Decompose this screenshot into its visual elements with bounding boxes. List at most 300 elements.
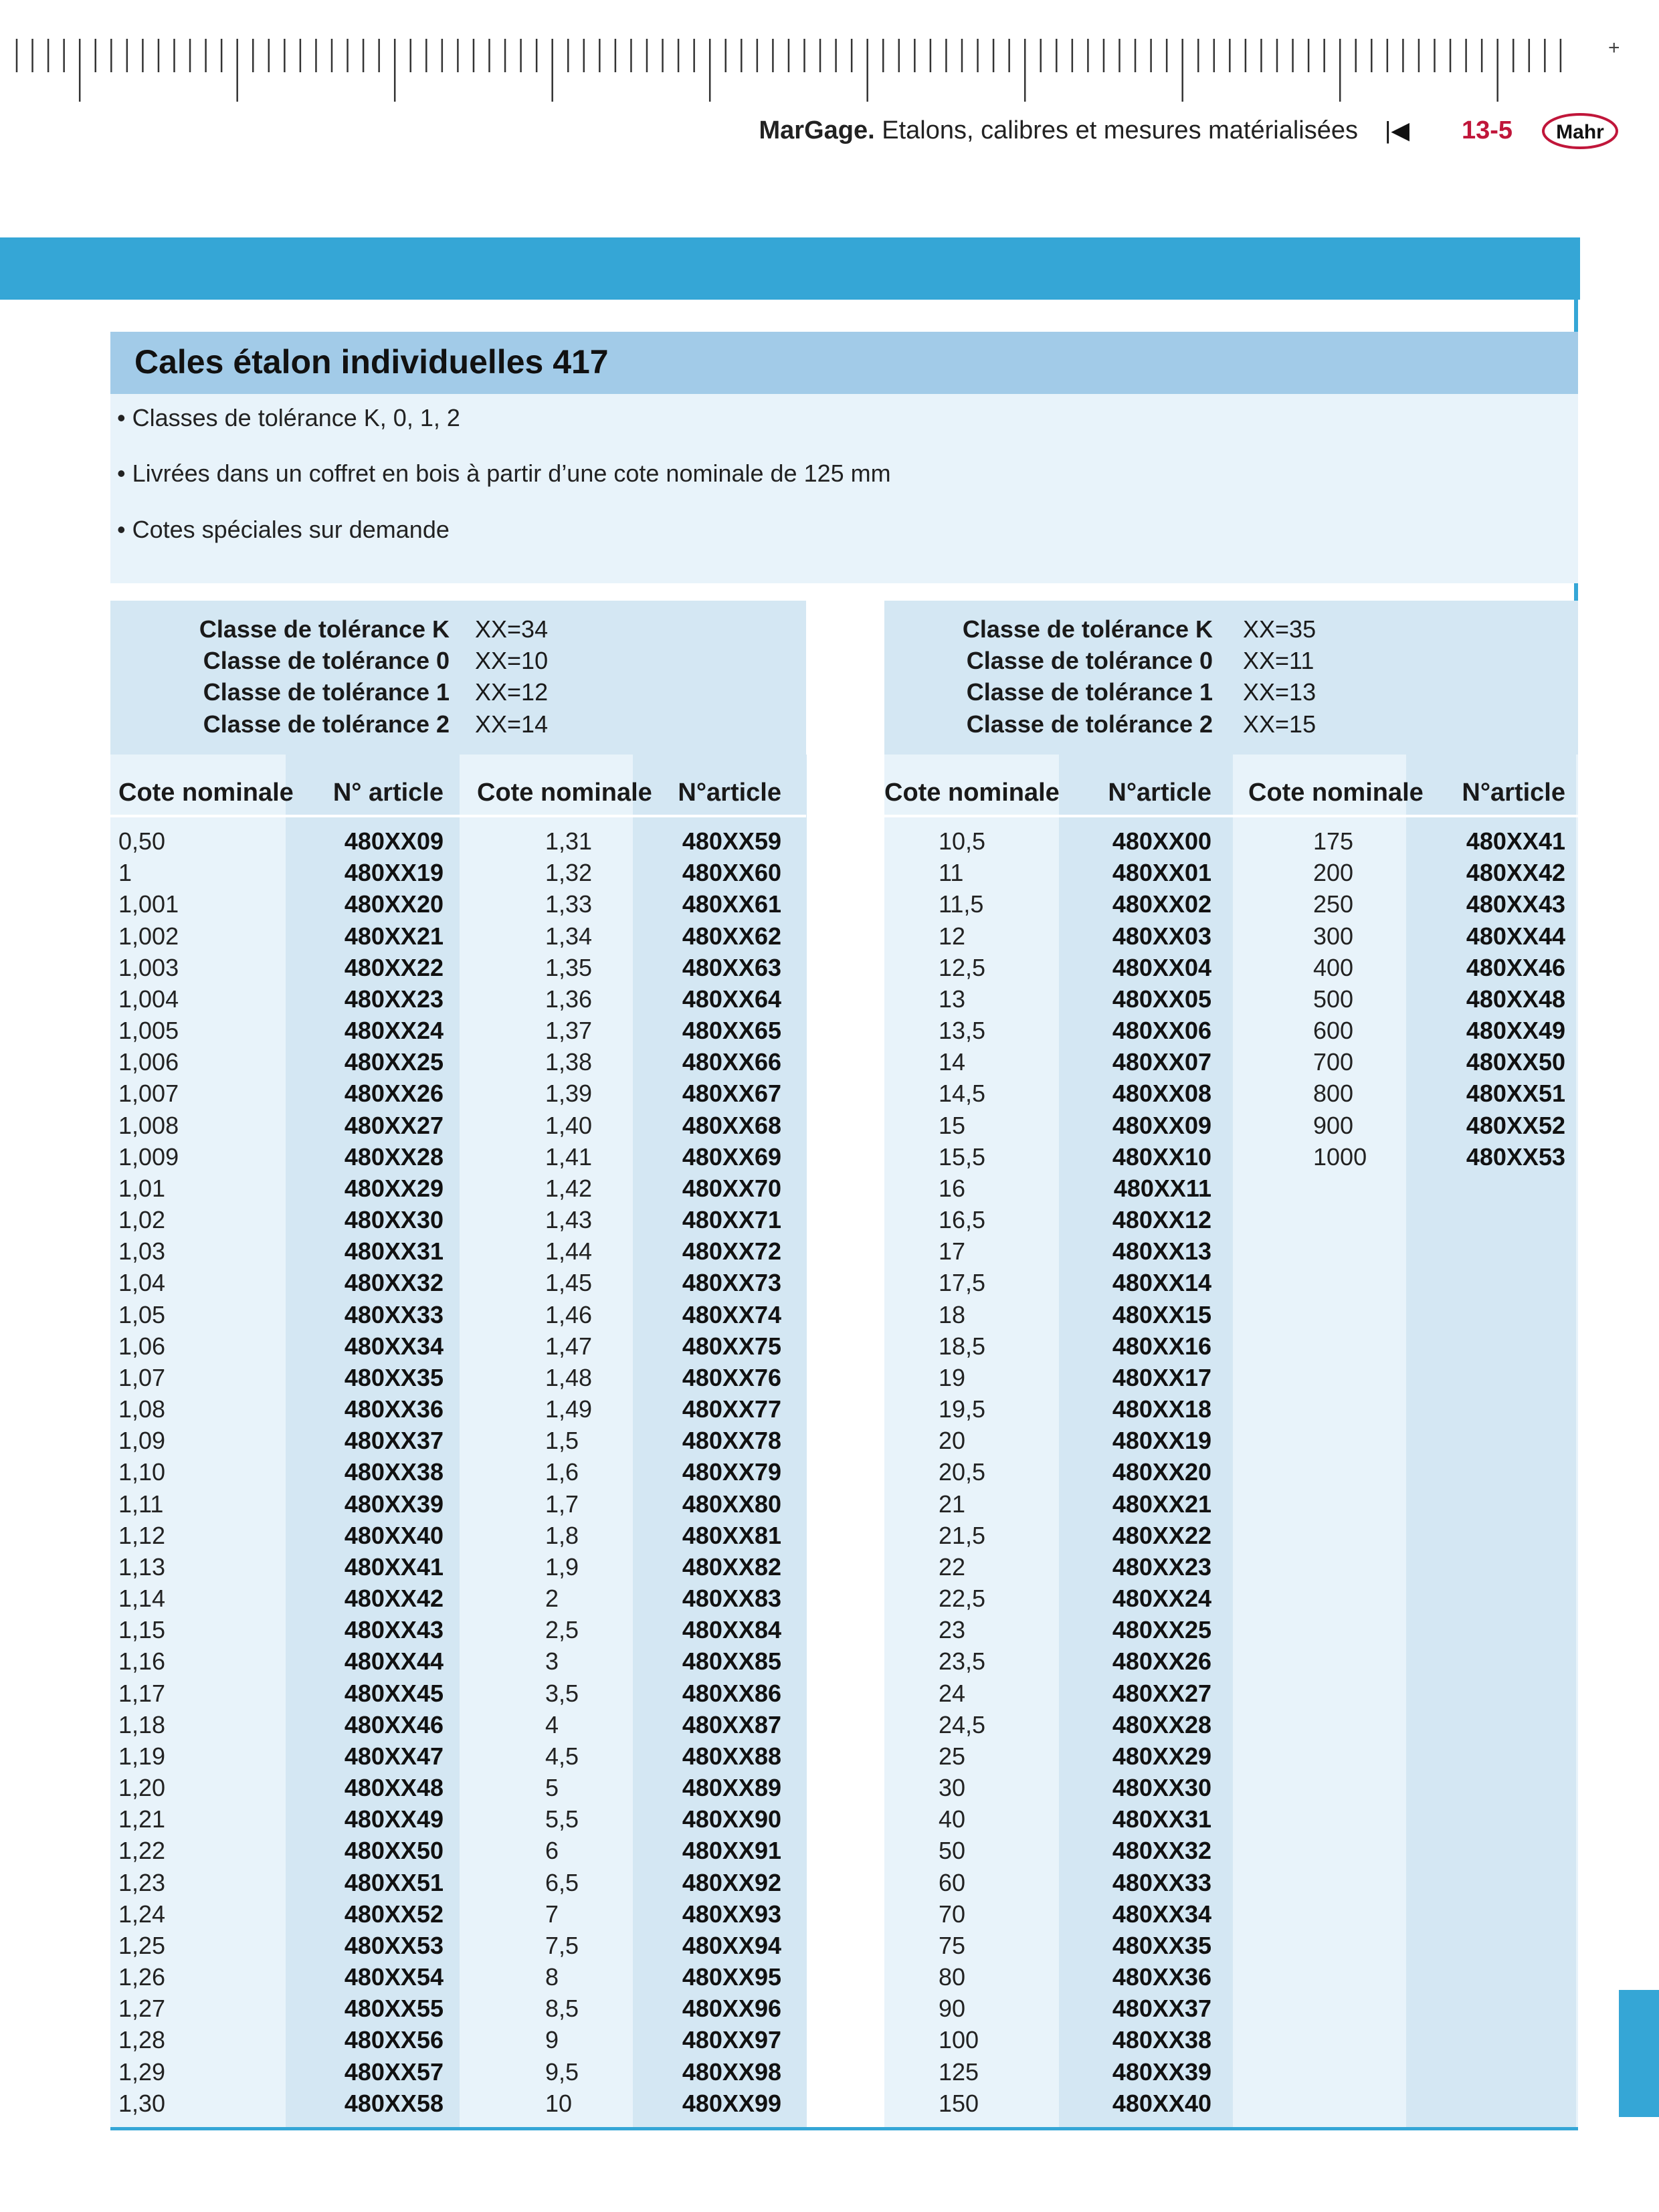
article-cell: 480XX64 <box>682 985 781 1013</box>
logo-text: Mahr <box>1556 121 1604 143</box>
article-cell: 480XX22 <box>344 953 444 981</box>
nominal-cell: 9,5 <box>545 2057 579 2086</box>
nominal-cell: 900 <box>1313 1111 1354 1139</box>
nominal-cell: 1,40 <box>545 1111 593 1139</box>
nominal-cell: 18,5 <box>939 1332 986 1360</box>
article-cell: 480XX29 <box>344 1174 444 1202</box>
nominal-cell: 19,5 <box>939 1395 986 1423</box>
article-cell: 480XX38 <box>1112 2026 1211 2054</box>
article-cell: 480XX96 <box>682 1995 781 2023</box>
nominal-cell: 11,5 <box>939 890 984 918</box>
header-divider <box>110 815 806 817</box>
article-cell: 480XX27 <box>1112 1679 1211 1707</box>
article-cell: 480XX37 <box>344 1427 444 1455</box>
nominal-cell: 1,27 <box>118 1995 166 2023</box>
article-cell: 480XX68 <box>682 1111 781 1139</box>
nominal-cell: 15 <box>939 1111 966 1139</box>
article-cell: 480XX36 <box>344 1395 444 1423</box>
article-cell: 480XX09 <box>1112 1111 1211 1139</box>
nominal-cell: 1,001 <box>118 890 179 918</box>
tolerance-value: XX=14 <box>475 710 549 738</box>
article-cell: 480XX19 <box>1112 1427 1211 1455</box>
nominal-cell: 10 <box>545 2089 573 2117</box>
nominal-cell: 1,05 <box>118 1300 166 1328</box>
nominal-cell: 1,007 <box>118 1080 179 1108</box>
article-cell: 480XX28 <box>1112 1710 1211 1738</box>
article-cell: 480XX28 <box>344 1142 444 1171</box>
article-cell: 480XX53 <box>344 1931 444 1959</box>
column-header-nominal: Cote nominale <box>884 779 1060 807</box>
nominal-cell: 1,35 <box>545 953 593 981</box>
nominal-cell: 1,43 <box>545 1206 593 1234</box>
article-cell: 480XX75 <box>682 1332 781 1360</box>
article-cell: 480XX51 <box>344 1868 444 1896</box>
tolerance-label: Classe de tolérance 1 <box>966 678 1213 706</box>
article-cell: 480XX32 <box>1112 1837 1211 1865</box>
nominal-cell: 24 <box>939 1679 966 1707</box>
nominal-cell: 8 <box>545 1963 559 1991</box>
running-header <box>759 114 1358 147</box>
article-cell: 480XX73 <box>682 1269 781 1297</box>
article-cell: 480XX32 <box>344 1269 444 1297</box>
article-cell: 480XX30 <box>1112 1774 1211 1802</box>
article-cell: 480XX71 <box>682 1206 781 1234</box>
article-cell: 480XX59 <box>682 827 781 855</box>
tolerance-label: Classe de tolérance 2 <box>966 710 1213 738</box>
nominal-cell: 13,5 <box>939 1017 986 1045</box>
article-cell: 480XX99 <box>682 2089 781 2117</box>
nominal-cell: 1,32 <box>545 859 593 887</box>
nominal-cell: 13 <box>939 985 966 1013</box>
nominal-cell: 1,11 <box>118 1490 164 1518</box>
article-cell: 480XX49 <box>1466 1017 1565 1045</box>
nominal-cell: 1,7 <box>545 1490 579 1518</box>
ruler-scale <box>0 0 1659 107</box>
nominal-cell: 600 <box>1313 1017 1354 1045</box>
article-cell: 480XX76 <box>682 1363 781 1391</box>
nominal-cell: 6,5 <box>545 1868 579 1896</box>
nominal-cell: 1,18 <box>118 1710 166 1738</box>
article-cell: 480XX05 <box>1112 985 1211 1013</box>
article-cell: 480XX35 <box>344 1363 444 1391</box>
nominal-cell: 14,5 <box>939 1080 986 1108</box>
nominal-cell: 1,33 <box>545 890 593 918</box>
nominal-cell: 20,5 <box>939 1458 986 1486</box>
article-cell: 480XX31 <box>1112 1805 1211 1833</box>
nominal-cell: 1,34 <box>545 922 593 950</box>
article-cell: 480XX33 <box>1112 1868 1211 1896</box>
nominal-cell: 22,5 <box>939 1585 986 1613</box>
article-cell: 480XX50 <box>344 1837 444 1865</box>
nominal-cell: 175 <box>1313 827 1354 855</box>
nominal-cell: 150 <box>939 2089 979 2117</box>
article-cell: 480XX44 <box>344 1647 444 1676</box>
nominal-cell: 25 <box>939 1742 966 1770</box>
article-cell: 480XX01 <box>1112 859 1211 887</box>
nominal-cell: 1,003 <box>118 953 179 981</box>
article-cell: 480XX67 <box>682 1080 781 1108</box>
nominal-cell: 1,20 <box>118 1774 166 1802</box>
article-cell: 480XX08 <box>1112 1080 1211 1108</box>
article-cell: 480XX86 <box>682 1679 781 1707</box>
nominal-cell: 1,38 <box>545 1048 593 1076</box>
nominal-cell: 1,005 <box>118 1017 179 1045</box>
article-cell: 480XX24 <box>344 1017 444 1045</box>
article-cell: 480XX19 <box>344 859 444 887</box>
tolerance-label: Classe de tolérance K <box>199 615 450 643</box>
feature-list <box>110 394 1578 583</box>
nominal-cell: 23,5 <box>939 1647 986 1676</box>
nominal-cell: 1,23 <box>118 1868 166 1896</box>
article-cell: 480XX50 <box>1466 1048 1565 1076</box>
nominal-cell: 1,48 <box>545 1363 593 1391</box>
article-cell: 480XX23 <box>1112 1552 1211 1581</box>
article-cell: 480XX42 <box>344 1585 444 1613</box>
nominal-cell: 1,37 <box>545 1017 593 1045</box>
header-divider <box>884 815 1578 817</box>
nominal-cell: 1,44 <box>545 1237 593 1266</box>
article-cell: 480XX03 <box>1112 922 1211 950</box>
article-cell: 480XX02 <box>1112 890 1211 918</box>
nominal-cell: 40 <box>939 1805 966 1833</box>
article-cell: 480XX17 <box>1112 1363 1211 1391</box>
nominal-cell: 1,006 <box>118 1048 179 1076</box>
article-cell: 480XX98 <box>682 2057 781 2086</box>
article-cell: 480XX14 <box>1112 1269 1211 1297</box>
article-cell: 480XX82 <box>682 1552 781 1581</box>
nominal-cell: 1,02 <box>118 1206 166 1234</box>
article-cell: 480XX88 <box>682 1742 781 1770</box>
nominal-cell: 500 <box>1313 985 1354 1013</box>
article-cell: 480XX83 <box>682 1585 781 1613</box>
nominal-cell: 9 <box>545 2026 559 2054</box>
nominal-cell: 1,17 <box>118 1679 166 1707</box>
article-cell: 480XX39 <box>1112 2057 1211 2086</box>
article-cell: 480XX42 <box>1466 859 1565 887</box>
article-cell: 480XX69 <box>682 1142 781 1171</box>
nominal-cell: 1,6 <box>545 1458 579 1486</box>
brand-name: MarGage. <box>759 116 875 144</box>
nominal-cell: 3 <box>545 1647 559 1676</box>
nominal-cell: 1,39 <box>545 1080 593 1108</box>
nominal-cell: 300 <box>1313 922 1354 950</box>
tolerance-value: XX=35 <box>1243 615 1316 643</box>
article-cell: 480XX12 <box>1112 1206 1211 1234</box>
nominal-cell: 18 <box>939 1300 966 1328</box>
header-subtitle: Etalons, calibres et mesures matérialisées <box>882 116 1358 144</box>
nominal-cell: 1000 <box>1313 1142 1367 1171</box>
nominal-cell: 12 <box>939 922 966 950</box>
tolerance-label: Classe de tolérance 0 <box>966 647 1213 675</box>
article-cell: 480XX56 <box>344 2026 444 2054</box>
column-header-article: N°article <box>1108 779 1211 807</box>
nominal-cell: 400 <box>1313 953 1354 981</box>
article-cell: 480XX25 <box>1112 1616 1211 1644</box>
nominal-cell: 21 <box>939 1490 966 1518</box>
nominal-cell: 7,5 <box>545 1931 579 1959</box>
article-cell: 480XX41 <box>1466 827 1565 855</box>
nominal-cell: 700 <box>1313 1048 1354 1076</box>
nominal-cell: 1,36 <box>545 985 593 1013</box>
column-header-article: N° article <box>332 779 444 807</box>
nominal-cell: 16 <box>939 1174 966 1202</box>
nominal-cell: 17 <box>939 1237 966 1266</box>
article-cell: 480XX72 <box>682 1237 781 1266</box>
article-cell: 480XX15 <box>1112 1300 1211 1328</box>
nominal-cell: 1,06 <box>118 1332 166 1360</box>
nominal-cell: 1 <box>118 859 132 887</box>
article-cell: 480XX34 <box>344 1332 444 1360</box>
article-cell: 480XX93 <box>682 1900 781 1928</box>
tolerance-value: XX=10 <box>475 647 549 675</box>
nominal-cell: 1,01 <box>118 1174 166 1202</box>
column-header-article: N°article <box>678 779 781 807</box>
nominal-cell: 4,5 <box>545 1742 579 1770</box>
nominal-cell: 3,5 <box>545 1679 579 1707</box>
article-cell: 480XX97 <box>682 2026 781 2054</box>
article-cell: 480XX62 <box>682 922 781 950</box>
nominal-cell: 1,31 <box>545 827 593 855</box>
nominal-cell: 1,30 <box>118 2089 166 2117</box>
nominal-cell: 6 <box>545 1837 559 1865</box>
article-cell: 480XX35 <box>1112 1931 1211 1959</box>
article-cell: 480XX21 <box>344 922 444 950</box>
section-title-bar <box>110 332 1578 394</box>
article-cell: 480XX85 <box>682 1647 781 1676</box>
chapter-band <box>0 237 1580 300</box>
article-cell: 480XX53 <box>1466 1142 1565 1171</box>
article-cell: 480XX27 <box>344 1111 444 1139</box>
article-cell: 480XX81 <box>682 1521 781 1549</box>
nominal-cell: 14 <box>939 1048 966 1076</box>
article-cell: 480XX79 <box>682 1458 781 1486</box>
nominal-cell: 800 <box>1313 1080 1354 1108</box>
nominal-cell: 1,47 <box>545 1332 593 1360</box>
article-cell: 480XX55 <box>344 1995 444 2023</box>
nominal-cell: 1,8 <box>545 1521 579 1549</box>
article-cell: 480XX13 <box>1112 1237 1211 1266</box>
article-cell: 480XX70 <box>682 1174 781 1202</box>
nominal-cell: 0,50 <box>118 827 166 855</box>
article-cell: 480XX34 <box>1112 1900 1211 1928</box>
mahr-logo <box>1541 112 1620 150</box>
article-cell: 480XX16 <box>1112 1332 1211 1360</box>
article-cell: 480XX54 <box>344 1963 444 1991</box>
article-cell: 480XX26 <box>1112 1647 1211 1676</box>
article-cell: 480XX22 <box>1112 1521 1211 1549</box>
article-cell: 480XX58 <box>344 2089 444 2117</box>
tolerance-label: Classe de tolérance 2 <box>203 710 450 738</box>
nominal-cell: 20 <box>939 1427 966 1455</box>
tolerance-value: XX=11 <box>1243 647 1314 675</box>
article-cell: 480XX87 <box>682 1710 781 1738</box>
article-cell: 480XX38 <box>344 1458 444 1486</box>
nominal-cell: 17,5 <box>939 1269 986 1297</box>
nominal-cell: 10,5 <box>939 827 986 855</box>
article-cell: 480XX95 <box>682 1963 781 1991</box>
article-cell: 480XX06 <box>1112 1017 1211 1045</box>
nominal-cell: 1,16 <box>118 1647 166 1676</box>
column-header-nominal: Cote nominale <box>477 779 652 807</box>
nominal-cell: 1,49 <box>545 1395 593 1423</box>
tolerance-value: XX=12 <box>475 678 549 706</box>
article-cell: 480XX24 <box>1112 1585 1211 1613</box>
nominal-cell: 8,5 <box>545 1995 579 2023</box>
article-cell: 480XX10 <box>1112 1142 1211 1171</box>
article-cell: 480XX29 <box>1112 1742 1211 1770</box>
nominal-cell: 1,25 <box>118 1931 166 1959</box>
corner-mark: + <box>1608 37 1620 59</box>
article-cell: 480XX92 <box>682 1868 781 1896</box>
nominal-cell: 1,13 <box>118 1552 166 1581</box>
nominal-cell: 1,15 <box>118 1616 166 1644</box>
nominal-cell: 1,004 <box>118 985 179 1013</box>
tolerance-label: Classe de tolérance 1 <box>203 678 450 706</box>
article-cell: 480XX65 <box>682 1017 781 1045</box>
column-header-article: N°article <box>1462 779 1565 807</box>
article-cell: 480XX40 <box>344 1521 444 1549</box>
article-cell: 480XX46 <box>1466 953 1565 981</box>
nominal-cell: 2 <box>545 1585 559 1613</box>
nominal-cell: 1,9 <box>545 1552 579 1581</box>
article-cell: 480XX47 <box>344 1742 444 1770</box>
article-cell: 480XX18 <box>1112 1395 1211 1423</box>
nominal-cell: 1,24 <box>118 1900 166 1928</box>
article-cell: 480XX60 <box>682 859 781 887</box>
article-cell: 480XX80 <box>682 1490 781 1518</box>
column-header-nominal: Cote nominale <box>1248 779 1424 807</box>
article-cell: 480XX77 <box>682 1395 781 1423</box>
nominal-cell: 4 <box>545 1710 559 1738</box>
article-cell: 480XX31 <box>344 1237 444 1266</box>
article-cell: 480XX36 <box>1112 1963 1211 1991</box>
nominal-cell: 50 <box>939 1837 966 1865</box>
nominal-cell: 11 <box>939 859 964 887</box>
nominal-cell: 12,5 <box>939 953 986 981</box>
nominal-cell: 200 <box>1313 859 1354 887</box>
article-cell: 480XX23 <box>344 985 444 1013</box>
nominal-cell: 7 <box>545 1900 559 1928</box>
article-cell: 480XX74 <box>682 1300 781 1328</box>
bottom-border <box>110 2127 1578 2130</box>
article-cell: 480XX21 <box>1112 1490 1211 1518</box>
nominal-cell: 1,21 <box>118 1805 166 1833</box>
article-cell: 480XX11 <box>1113 1174 1211 1202</box>
tolerance-label: Classe de tolérance K <box>962 615 1213 643</box>
nominal-cell: 21,5 <box>939 1521 986 1549</box>
chapter-tab[interactable] <box>1619 1990 1659 2117</box>
nominal-cell: 1,03 <box>118 1237 166 1266</box>
nominal-cell: 5,5 <box>545 1805 579 1833</box>
nominal-cell: 1,28 <box>118 2026 166 2054</box>
nominal-cell: 1,09 <box>118 1427 166 1455</box>
nominal-cell: 1,008 <box>118 1111 179 1139</box>
nominal-cell: 60 <box>939 1868 966 1896</box>
article-cell: 480XX20 <box>1112 1458 1211 1486</box>
tolerance-label: Classe de tolérance 0 <box>203 647 450 675</box>
article-cell: 480XX39 <box>344 1490 444 1518</box>
nominal-cell: 1,42 <box>545 1174 593 1202</box>
nominal-cell: 1,07 <box>118 1363 166 1391</box>
article-cell: 480XX43 <box>344 1616 444 1644</box>
article-cell: 480XX48 <box>1466 985 1565 1013</box>
article-cell: 480XX43 <box>1466 890 1565 918</box>
article-cell: 480XX41 <box>344 1552 444 1581</box>
nominal-cell: 100 <box>939 2026 979 2054</box>
nominal-cell: 19 <box>939 1363 966 1391</box>
nominal-cell: 23 <box>939 1616 966 1644</box>
article-cell: 480XX44 <box>1466 922 1565 950</box>
nominal-cell: 1,12 <box>118 1521 166 1549</box>
tolerance-value: XX=13 <box>1243 678 1316 706</box>
nominal-cell: 1,19 <box>118 1742 166 1770</box>
nominal-cell: 1,45 <box>545 1269 593 1297</box>
article-cell: 480XX66 <box>682 1048 781 1076</box>
article-cell: 480XX00 <box>1112 827 1211 855</box>
article-cell: 480XX61 <box>682 890 781 918</box>
nominal-cell: 1,08 <box>118 1395 166 1423</box>
nominal-cell: 24,5 <box>939 1710 986 1738</box>
article-cell: 480XX51 <box>1466 1080 1565 1108</box>
nominal-cell: 15,5 <box>939 1142 986 1171</box>
article-cell: 480XX40 <box>1112 2089 1211 2117</box>
tolerance-value: XX=34 <box>475 615 549 643</box>
article-cell: 480XX04 <box>1112 953 1211 981</box>
feature-item: • Classes de tolérance K, 0, 1, 2 <box>117 404 460 431</box>
article-cell: 480XX20 <box>344 890 444 918</box>
section-title: Cales étalon individuelles 417 <box>134 343 609 381</box>
article-cell: 480XX25 <box>344 1048 444 1076</box>
article-cell: 480XX90 <box>682 1805 781 1833</box>
nominal-cell: 1,22 <box>118 1837 166 1865</box>
nominal-cell: 16,5 <box>939 1206 986 1234</box>
back-arrow-icon[interactable]: |◀ <box>1385 116 1410 144</box>
article-cell: 480XX09 <box>344 827 444 855</box>
article-cell: 480XX26 <box>344 1080 444 1108</box>
nominal-cell: 125 <box>939 2057 979 2086</box>
column-header-nominal: Cote nominale <box>118 779 294 807</box>
article-cell: 480XX46 <box>344 1710 444 1738</box>
page-number: 13-5 <box>1462 116 1513 144</box>
feature-item: • Cotes spéciales sur demande <box>117 516 450 543</box>
tolerance-value: XX=15 <box>1243 710 1316 738</box>
article-cell: 480XX30 <box>344 1206 444 1234</box>
article-cell: 480XX48 <box>344 1774 444 1802</box>
article-cell: 480XX52 <box>344 1900 444 1928</box>
article-cell: 480XX45 <box>344 1679 444 1707</box>
article-cell: 480XX57 <box>344 2057 444 2086</box>
nominal-cell: 90 <box>939 1995 966 2023</box>
nominal-cell: 30 <box>939 1774 966 1802</box>
article-cell: 480XX63 <box>682 953 781 981</box>
article-cell: 480XX37 <box>1112 1995 1211 2023</box>
nominal-cell: 1,29 <box>118 2057 166 2086</box>
nominal-cell: 1,5 <box>545 1427 579 1455</box>
article-cell: 480XX94 <box>682 1931 781 1959</box>
nominal-cell: 1,14 <box>118 1585 166 1613</box>
article-cell: 480XX78 <box>682 1427 781 1455</box>
nominal-cell: 1,46 <box>545 1300 593 1328</box>
article-cell: 480XX84 <box>682 1616 781 1644</box>
nominal-cell: 1,04 <box>118 1269 166 1297</box>
nominal-cell: 250 <box>1313 890 1354 918</box>
nominal-cell: 1,10 <box>118 1458 166 1486</box>
article-cell: 480XX07 <box>1112 1048 1211 1076</box>
nominal-cell: 80 <box>939 1963 966 1991</box>
article-cell: 480XX52 <box>1466 1111 1565 1139</box>
nominal-cell: 70 <box>939 1900 966 1928</box>
nominal-cell: 1,009 <box>118 1142 179 1171</box>
